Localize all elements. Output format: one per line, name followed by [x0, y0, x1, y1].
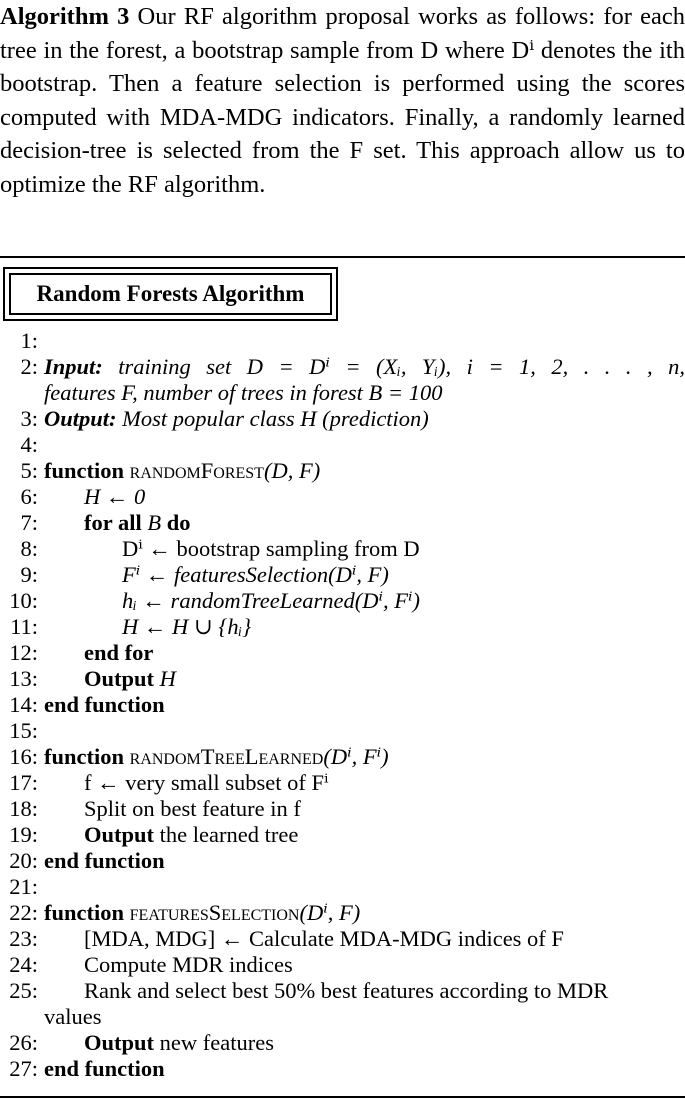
function-args: (Dⁱ, Fⁱ)	[323, 744, 389, 769]
line-number: 4:	[20, 432, 38, 457]
top-rule	[0, 256, 685, 258]
line-number: 15:	[9, 718, 38, 743]
line-number: 13:	[9, 666, 38, 691]
statement: H ← H ∪ {hᵢ}	[122, 614, 252, 639]
algorithm-caption	[0, 0, 685, 201]
line-15	[0, 718, 685, 744]
statement: [MDA, MDG] ← Calculate MDA-MDG indices of F	[84, 926, 564, 951]
line-7	[0, 510, 685, 536]
line-number: 5:	[20, 458, 38, 483]
line-number: 8:	[20, 536, 38, 561]
line-11	[0, 614, 685, 640]
statement: Split on best feature in f	[84, 796, 301, 821]
loop-variable: B	[141, 510, 167, 535]
statement: Fⁱ ← featuresSelection(Dⁱ, F)	[122, 562, 389, 587]
line-20	[0, 848, 685, 874]
line-25-continuation	[0, 1004, 685, 1030]
line-18	[0, 796, 685, 822]
do-keyword: do	[166, 510, 191, 535]
algorithm-title: Random Forests Algorithm	[9, 273, 332, 315]
line-number: 10:	[9, 588, 38, 613]
line-number: 22:	[9, 900, 38, 925]
input-keyword: Input:	[44, 354, 103, 379]
function-name: randomTreeLearned	[129, 744, 324, 769]
algorithm-title-box	[3, 267, 338, 321]
line-number: 27:	[9, 1056, 38, 1081]
statement: hᵢ ← randomTreeLearned(Dⁱ, Fⁱ)	[122, 588, 421, 613]
line-number: 21:	[9, 874, 38, 899]
line-26	[0, 1030, 685, 1056]
line-number: 11:	[10, 614, 38, 639]
line-9	[0, 562, 685, 588]
output-text: Most popular class H (prediction)	[116, 406, 429, 431]
statement: Rank and select best 50% best features according to MDR	[84, 978, 609, 1003]
output-value: new features	[154, 1030, 274, 1055]
line-19	[0, 822, 685, 848]
bottom-rule	[0, 1096, 685, 1098]
statement: Dⁱ ← bootstrap sampling from D	[122, 536, 420, 561]
statement: H ← 0	[84, 484, 146, 509]
line-25	[0, 978, 685, 1004]
line-number: 6:	[20, 484, 38, 509]
line-number: 17:	[9, 770, 38, 795]
end-function-keyword: end function	[44, 848, 165, 873]
end-function-keyword: end function	[44, 692, 165, 717]
line-number: 23:	[9, 926, 38, 951]
line-6	[0, 484, 685, 510]
end-function-keyword: end function	[44, 1056, 165, 1081]
caption-text: Our RF algorithm proposal works as follows: for each tree in the forest, a bootstrap sample from D where Dⁱ denotes the ith bootstrap. Then a feature selection is performed using the scores computed with MDA-MDG indicators. Finally, a randomly learned decision-tree is selected from the F set. This approach allow us to optimize the RF algorithm.	[0, 3, 685, 198]
line-23	[0, 926, 685, 952]
statement: Compute MDR indices	[84, 952, 293, 977]
function-keyword: function	[44, 744, 125, 769]
line-number: 9:	[20, 562, 38, 587]
line-number: 1:	[20, 328, 38, 353]
line-16	[0, 744, 685, 770]
line-5	[0, 458, 685, 484]
input-continuation: features F, number of trees in forest B = 100	[44, 380, 443, 405]
statement: f ← very small subset of Fⁱ	[84, 770, 329, 795]
line-number: 14:	[9, 692, 38, 717]
line-22	[0, 900, 685, 926]
line-number: 24:	[9, 952, 38, 977]
line-12	[0, 640, 685, 666]
line-4	[0, 432, 685, 458]
output-keyword: Output	[84, 666, 155, 691]
line-number: 18:	[9, 796, 38, 821]
end-for-keyword: end for	[84, 640, 154, 665]
line-number: 16:	[9, 744, 38, 769]
line-10	[0, 588, 685, 614]
line-number: 20:	[9, 848, 38, 873]
line-number: 26:	[9, 1030, 38, 1055]
line-17	[0, 770, 685, 796]
line-2	[0, 354, 685, 380]
line-number: 2:	[20, 354, 38, 379]
line-3	[0, 406, 685, 432]
line-number: 12:	[9, 640, 38, 665]
line-24	[0, 952, 685, 978]
output-keyword: Output	[84, 822, 155, 847]
for-all-keyword: for all	[84, 510, 142, 535]
output-line	[44, 406, 685, 432]
function-name: randomForest	[129, 458, 264, 483]
function-args: (D, F)	[263, 458, 321, 483]
function-keyword: function	[44, 458, 125, 483]
line-1	[0, 328, 685, 354]
line-number: 25:	[9, 978, 38, 1003]
line-8	[0, 536, 685, 562]
output-value: H	[154, 666, 176, 691]
input-text: training set D = Dⁱ = (Xᵢ, Yᵢ), i = 1, 2, . . . , n,	[102, 354, 685, 379]
statement-continuation: values	[44, 1004, 102, 1029]
function-args: (Dⁱ, F)	[299, 900, 361, 925]
line-number: 19:	[9, 822, 38, 847]
function-name: featuresSelection	[129, 900, 300, 925]
line-14	[0, 692, 685, 718]
output-value: the learned tree	[154, 822, 299, 847]
line-27	[0, 1056, 685, 1082]
output-keyword: Output	[84, 1030, 155, 1055]
line-number: 3:	[20, 406, 38, 431]
line-number: 7:	[20, 510, 38, 535]
output-keyword: Output:	[44, 406, 117, 431]
line-21	[0, 874, 685, 900]
function-keyword: function	[44, 900, 125, 925]
algorithm-body	[0, 328, 685, 1082]
line-2-continuation	[0, 380, 685, 406]
input-line	[44, 354, 685, 380]
caption-label: Algorithm 3	[0, 3, 130, 30]
line-13	[0, 666, 685, 692]
